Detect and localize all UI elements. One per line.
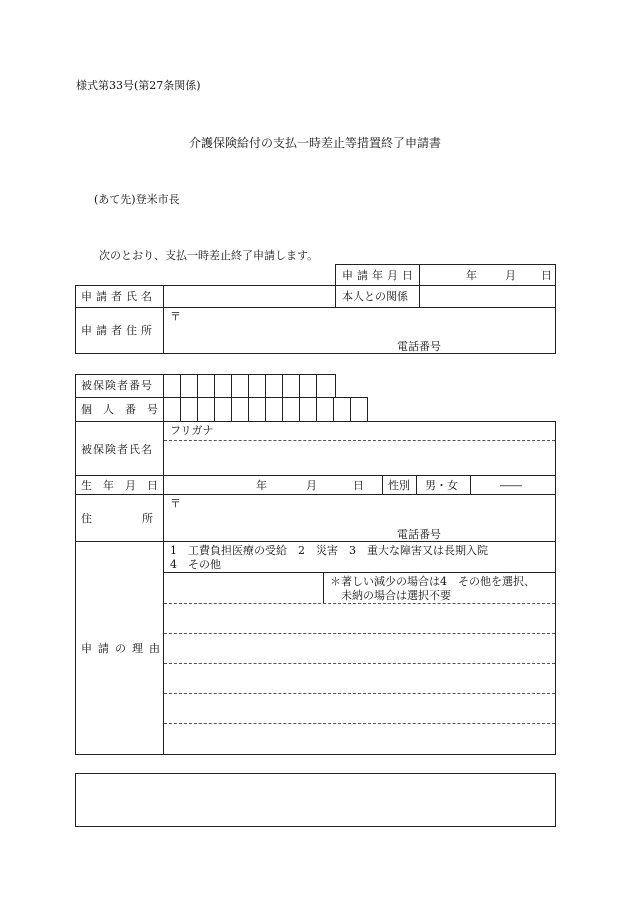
applicant-name-label: 申請者氏名 [81, 290, 156, 303]
personal-number-digit[interactable] [282, 397, 300, 422]
insured-address-label: 住所 [81, 512, 203, 525]
application-year-label: 年 [466, 269, 477, 282]
applicant-phone-label: 電話番号 [397, 340, 441, 353]
document-title: 介護保険給付の支払一時差止等措置終了申請書 [189, 136, 442, 150]
personal-number-digit[interactable] [197, 397, 215, 422]
birth-date-label: 生年月日 [81, 479, 169, 492]
birth-month-label: 月 [306, 479, 317, 492]
insured-number-digit[interactable] [316, 374, 336, 398]
personal-number-digit[interactable] [350, 397, 368, 422]
office-use-box[interactable] [75, 773, 556, 827]
application-month-label: 月 [505, 269, 516, 282]
personal-number-digit[interactable] [231, 397, 249, 422]
personal-number-digit[interactable] [316, 397, 334, 422]
birth-date-field[interactable] [163, 475, 383, 495]
applicant-address-field[interactable] [163, 307, 556, 354]
reason-line [164, 693, 555, 694]
reason-line [164, 603, 555, 604]
insured-number-label: 被保険者番号 [81, 379, 153, 392]
intro-text: 次のとおり、支払一時差止終了申請します。 [99, 249, 319, 262]
application-day-label: 日 [541, 269, 552, 282]
insured-number-digit[interactable] [197, 374, 215, 398]
reason-options-line1[interactable]: 1 工費負担医療の受給 2 災害 3 重大な障害又は長期入院 [170, 544, 488, 557]
application-date-field[interactable] [419, 264, 556, 286]
personal-number-digit[interactable] [248, 397, 266, 422]
reason-label: 申請の理由 [81, 642, 166, 655]
insured-number-digit[interactable] [248, 374, 266, 398]
personal-number-digit[interactable] [265, 397, 283, 422]
reason-note-line1: ＊著しい減少の場合は4 その他を選択、 [330, 575, 535, 588]
sex-label: 性別 [388, 479, 410, 492]
insured-number-digit[interactable] [231, 374, 249, 398]
personal-number-digit[interactable] [214, 397, 232, 422]
relationship-field[interactable] [419, 285, 556, 308]
applicant-postal-mark: 〒 [170, 310, 181, 323]
insured-postal-mark: 〒 [170, 497, 181, 510]
reason-line [164, 633, 555, 634]
sex-extra-dash: ―― [500, 479, 522, 492]
birth-day-label: 日 [353, 479, 364, 492]
insured-name-label: 被保険者氏名 [81, 443, 153, 456]
reason-options-divider [164, 572, 555, 573]
reason-note-divider [323, 572, 324, 603]
reason-line [164, 663, 555, 664]
reason-line [164, 723, 555, 724]
relationship-label: 本人との関係 [342, 290, 408, 303]
insured-number-digit[interactable] [265, 374, 283, 398]
insured-number-digit[interactable] [299, 374, 317, 398]
applicant-name-field[interactable] [163, 285, 336, 308]
reason-note-line2: 未納の場合は選択不要 [341, 589, 451, 602]
personal-number-digit[interactable] [299, 397, 317, 422]
sex-options[interactable]: 男・女 [425, 479, 458, 492]
addressee: (あて先)登米市長 [94, 193, 180, 206]
birth-year-label: 年 [256, 479, 267, 492]
form-number: 様式第33号(第27条関係) [76, 79, 201, 92]
personal-number-digit[interactable] [163, 397, 181, 422]
personal-number-label: 個人番号 [81, 403, 169, 416]
personal-number-digit[interactable] [333, 397, 351, 422]
insured-number-digit[interactable] [163, 374, 181, 398]
furigana-label: フリガナ [170, 424, 214, 437]
insured-number-digit[interactable] [180, 374, 198, 398]
insured-address-field[interactable] [163, 494, 556, 542]
application-date-label: 申請年月日 [342, 269, 417, 282]
reason-options-line2[interactable]: 4 その他 [170, 558, 221, 571]
insured-number-digit[interactable] [282, 374, 300, 398]
insured-phone-label: 電話番号 [397, 528, 441, 541]
applicant-address-label: 申請者住所 [81, 324, 156, 337]
personal-number-digit[interactable] [180, 397, 198, 422]
insured-name-field[interactable] [163, 421, 556, 476]
insured-number-digit[interactable] [214, 374, 232, 398]
furigana-divider [164, 440, 555, 441]
